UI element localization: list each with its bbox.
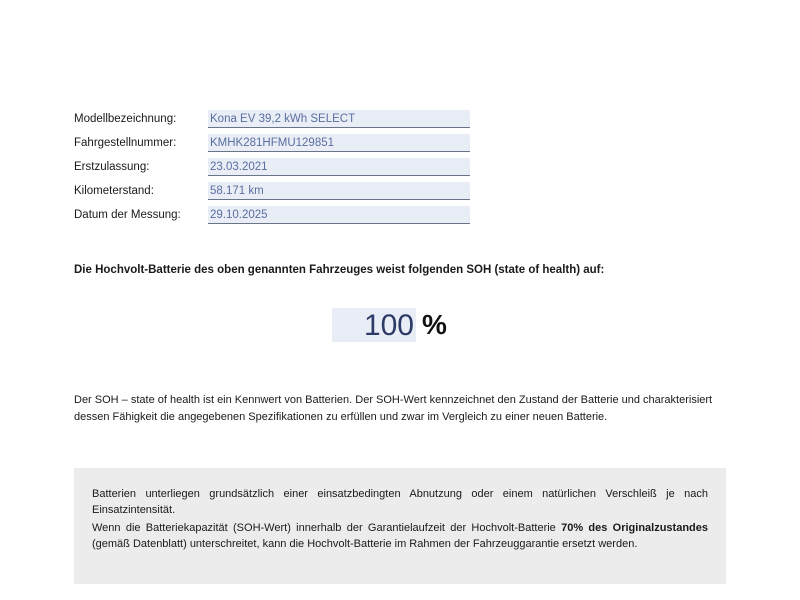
notice-paragraph-wear: Batterien unterliegen grundsätzlich einer einsatzbedingten Abnutzung oder einem natürlichen Verschleiß je nach Einsatzintensität. — [92, 488, 708, 516]
field-row-vin — [74, 128, 474, 152]
soh-value-field[interactable]: 100 — [332, 308, 416, 342]
soh-unit: % — [422, 309, 447, 340]
vin-field[interactable]: KMHK281HFMU129851 — [208, 134, 470, 152]
field-row-mileage — [74, 176, 474, 200]
warranty-notice — [74, 468, 726, 584]
notice-warranty-threshold: 70% des Originalzustandes — [561, 522, 708, 534]
soh-explanation: Der SOH – state of health ist ein Kennwert von Batterien. Der SOH-Wert kennzeichnet den Zustand der Batterie und charakterisiert dessen Fähigkeit die angegebenen Spezifikationen zu erfüllen und zwar im Vergleich zu einer neuen Batterie. — [74, 394, 713, 423]
soh-heading: Die Hochvolt-Batterie des oben genannten Fahrzeuges weist folgenden SOH (state of health) auf: — [74, 264, 605, 276]
vin-label: Fahrgestellnummer: — [74, 137, 177, 149]
field-row-measurement-date — [74, 200, 474, 224]
mileage-field[interactable]: 58.171 km — [208, 182, 470, 200]
measurement-date-label: Datum der Messung: — [74, 209, 181, 221]
model-label: Modellbezeichnung: — [74, 113, 177, 125]
vehicle-info-form — [74, 104, 474, 224]
field-row-model — [74, 104, 474, 128]
soh-result — [332, 307, 447, 343]
field-row-registration — [74, 152, 474, 176]
notice-warranty-text-end: (gemäß Datenblatt) unterschreitet, kann die Hochvolt-Batterie im Rahmen der Fahrzeuggarantie ersetzt werden. — [92, 538, 638, 550]
model-field[interactable]: Kona EV 39,2 kWh SELECT — [208, 110, 470, 128]
registration-field[interactable]: 23.03.2021 — [208, 158, 470, 176]
notice-warranty-text-start: Wenn die Batteriekapazität (SOH-Wert) innerhalb der Garantielaufzeit der Hochvolt-Batterie — [92, 522, 562, 534]
registration-label: Erstzulassung: — [74, 161, 150, 173]
mileage-label: Kilometerstand: — [74, 185, 154, 197]
measurement-date-field[interactable]: 29.10.2025 — [208, 206, 470, 224]
notice-paragraph-warranty — [92, 520, 708, 552]
